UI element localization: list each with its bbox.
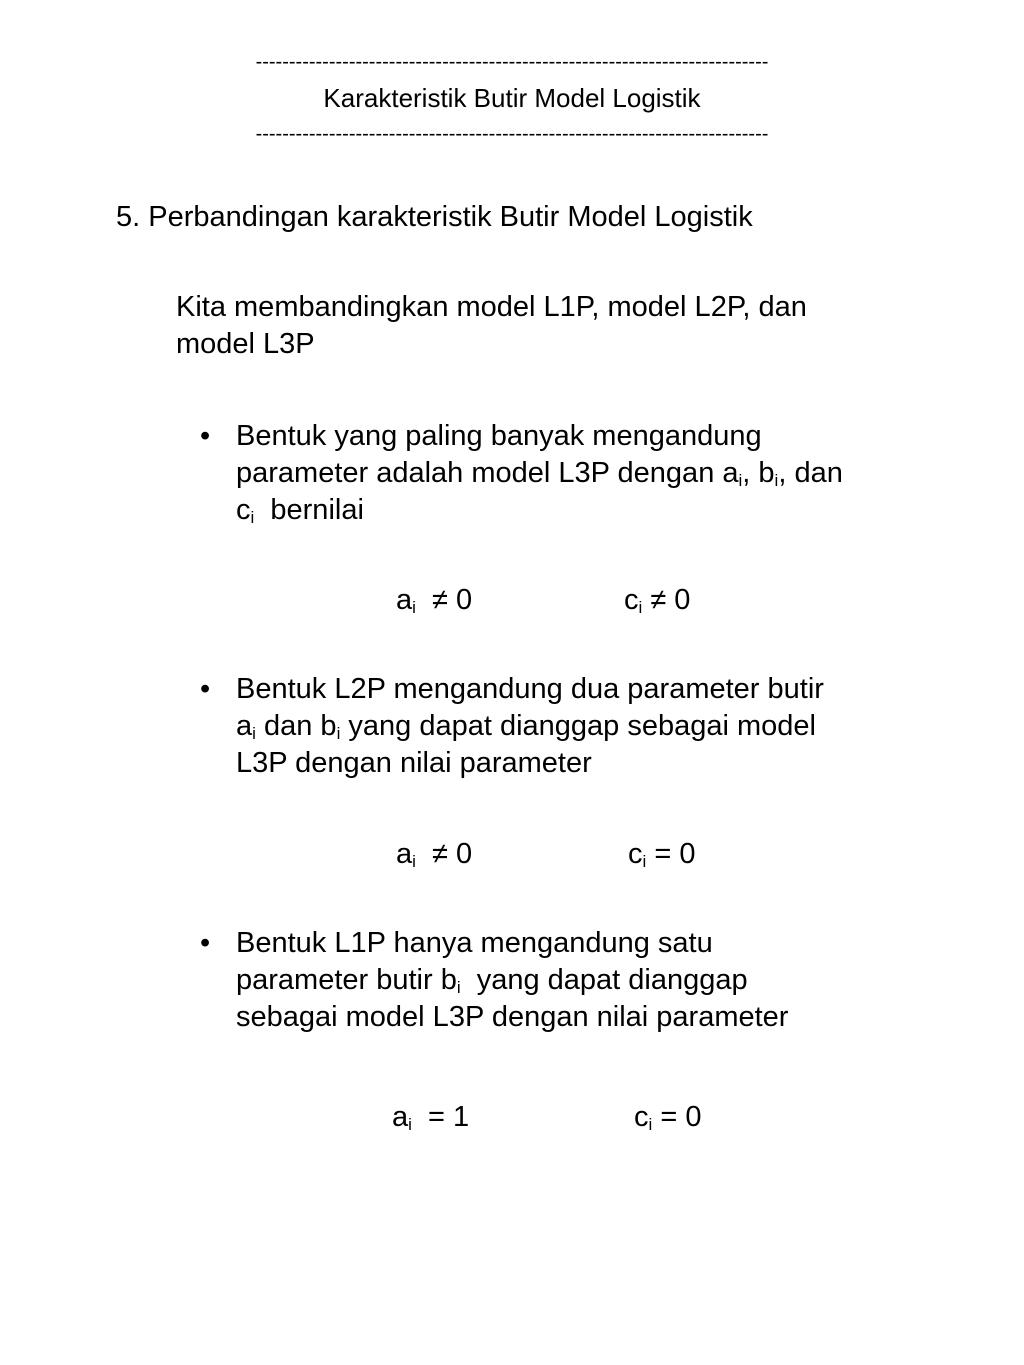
- formula-l1p-a: $a_i = 1$: [392, 1101, 470, 1134]
- bullet-l3p-line-2: parameter adalah model L3P dengan $a_i$, $b_i$, dan: [236, 457, 843, 490]
- section-heading: 5. Perbandingan karakteristik Butir Model Logistik: [116, 201, 753, 233]
- bullet-marker: •: [200, 673, 211, 705]
- formula-l2p-a: $a_i \ne 0$: [396, 838, 473, 871]
- bullet-l1p-line-1: Bentuk L1P hanya mengandung satu: [236, 927, 713, 959]
- bullet-l2p-line-3: L3P dengan nilai parameter: [236, 747, 592, 779]
- formula-l3p-a: $a_i \ne 0$: [396, 584, 473, 617]
- intro-line-2: model L3P: [176, 328, 315, 360]
- bullet-l1p-line-2: parameter butir $b_i$ yang dapat dianggap: [236, 964, 748, 997]
- bullet-l1p-line-3: sebagai model L3P dengan nilai parameter: [236, 1001, 789, 1033]
- formula-l2p-c: $c_i = 0$: [628, 838, 696, 871]
- bullet-l3p-line-3: $c_i$ bernilai: [236, 494, 364, 527]
- header-rule-bottom: -----------------------------------------------------------------------------: [255, 123, 769, 145]
- bullet-marker: •: [200, 927, 211, 959]
- formula-l3p-c: $c_i \ne 0$: [624, 584, 691, 617]
- formula-l1p-c: $c_i = 0$: [634, 1101, 702, 1134]
- page-title: Karakteristik Butir Model Logistik: [323, 83, 701, 113]
- bullet-marker: •: [200, 420, 211, 452]
- bullet-l2p-line-2: $a_i$ dan $b_i$ yang dapat dianggap sebagai model: [236, 710, 816, 743]
- intro-line-1: Kita membandingkan model L1P, model L2P, dan: [176, 291, 807, 323]
- bullet-l3p-line-1: Bentuk yang paling banyak mengandung: [236, 420, 762, 452]
- bullet-l2p-line-1: Bentuk L2P mengandung dua parameter butir: [236, 673, 824, 705]
- header-rule-top: -----------------------------------------------------------------------------: [255, 51, 769, 73]
